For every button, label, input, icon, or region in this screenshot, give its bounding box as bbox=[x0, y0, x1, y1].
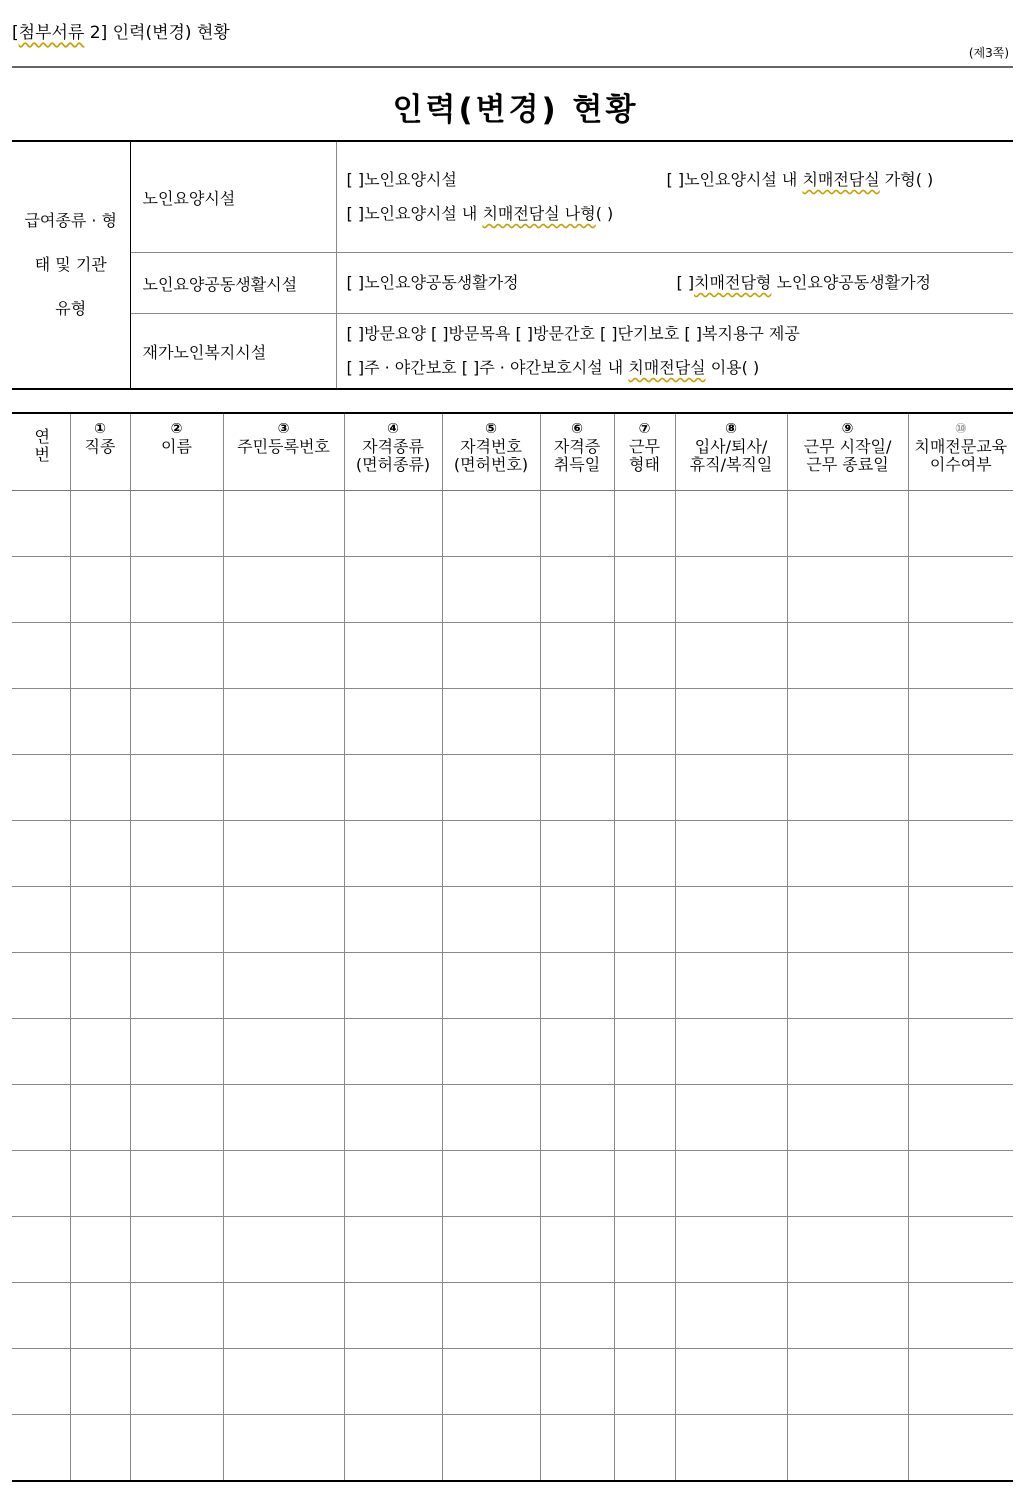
checkbox-option[interactable]: [ ]노인요양시설 bbox=[346, 170, 457, 189]
col-header-dementia-edu: ⑩ 치매전문교육 이수여부 bbox=[908, 413, 1013, 491]
table-cell[interactable] bbox=[787, 689, 908, 755]
table-cell[interactable] bbox=[223, 953, 344, 1019]
table-cell[interactable] bbox=[614, 953, 675, 1019]
table-cell[interactable] bbox=[540, 623, 614, 689]
table-cell[interactable] bbox=[614, 755, 675, 821]
table-cell[interactable] bbox=[12, 1415, 70, 1482]
staff-table bbox=[12, 412, 1013, 1482]
table-row bbox=[12, 1085, 1013, 1151]
table-cell[interactable] bbox=[908, 557, 1013, 623]
facility-options-home-welfare bbox=[336, 314, 1013, 390]
table-cell[interactable] bbox=[130, 1019, 223, 1085]
checkbox-option[interactable]: [ ]치매전담형 노인요양공동생활가정 bbox=[676, 273, 932, 292]
table-row bbox=[12, 557, 1013, 623]
table-cell[interactable] bbox=[223, 1283, 344, 1349]
table-cell[interactable] bbox=[614, 689, 675, 755]
table-cell[interactable] bbox=[344, 1415, 442, 1482]
table-cell[interactable] bbox=[223, 887, 344, 953]
table-cell[interactable] bbox=[908, 1151, 1013, 1217]
table-cell[interactable] bbox=[70, 755, 130, 821]
table-cell[interactable] bbox=[223, 689, 344, 755]
table-cell[interactable] bbox=[540, 491, 614, 557]
table-cell[interactable] bbox=[540, 821, 614, 887]
checkbox-option[interactable]: [ ]노인요양시설 내 치매전담실 나형( ) bbox=[346, 204, 614, 223]
page-title: 인력(변경) 현황 bbox=[392, 92, 639, 128]
table-cell[interactable] bbox=[70, 491, 130, 557]
table-cell[interactable] bbox=[787, 755, 908, 821]
table-cell[interactable] bbox=[787, 557, 908, 623]
table-cell[interactable] bbox=[675, 1217, 787, 1283]
table-cell[interactable] bbox=[442, 953, 540, 1019]
col-header-qual-no: ⑤ 자격번호 (면허번호) bbox=[442, 413, 540, 491]
table-cell[interactable] bbox=[787, 1217, 908, 1283]
table-cell[interactable] bbox=[540, 887, 614, 953]
col-header-job: ① 직종 bbox=[70, 413, 130, 491]
table-cell[interactable] bbox=[614, 1415, 675, 1482]
table-cell[interactable] bbox=[12, 755, 70, 821]
table-cell[interactable] bbox=[908, 755, 1013, 821]
table-cell[interactable] bbox=[70, 821, 130, 887]
table-cell[interactable] bbox=[223, 1019, 344, 1085]
table-cell[interactable] bbox=[614, 1349, 675, 1415]
table-cell[interactable] bbox=[675, 1019, 787, 1085]
table-row bbox=[12, 821, 1013, 887]
table-cell[interactable] bbox=[787, 1085, 908, 1151]
table-cell[interactable] bbox=[130, 1283, 223, 1349]
table-cell[interactable] bbox=[344, 1019, 442, 1085]
table-cell[interactable] bbox=[344, 1283, 442, 1349]
table-cell[interactable] bbox=[908, 1349, 1013, 1415]
table-cell[interactable] bbox=[344, 887, 442, 953]
table-cell[interactable] bbox=[442, 689, 540, 755]
table-cell[interactable] bbox=[12, 623, 70, 689]
table-cell[interactable] bbox=[787, 1019, 908, 1085]
table-cell[interactable] bbox=[344, 1085, 442, 1151]
table-cell[interactable] bbox=[12, 491, 70, 557]
table-cell[interactable] bbox=[344, 1217, 442, 1283]
table-cell[interactable] bbox=[223, 1085, 344, 1151]
table-cell[interactable] bbox=[540, 1019, 614, 1085]
table-cell[interactable] bbox=[344, 491, 442, 557]
table-cell[interactable] bbox=[442, 623, 540, 689]
col-header-join-leave: ⑧ 입사/퇴사/ 휴직/복직일 bbox=[675, 413, 787, 491]
table-cell[interactable] bbox=[540, 755, 614, 821]
table-cell[interactable] bbox=[70, 887, 130, 953]
table-cell[interactable] bbox=[787, 491, 908, 557]
table-cell[interactable] bbox=[442, 821, 540, 887]
table-cell[interactable] bbox=[442, 491, 540, 557]
attachment-label: [첨부서류 2] 인력(변경) 현황 bbox=[12, 23, 230, 43]
table-cell[interactable] bbox=[223, 557, 344, 623]
table-cell[interactable] bbox=[675, 887, 787, 953]
table-cell[interactable] bbox=[908, 1085, 1013, 1151]
table-cell[interactable] bbox=[12, 1349, 70, 1415]
table-cell[interactable] bbox=[787, 1283, 908, 1349]
table-cell[interactable] bbox=[344, 1349, 442, 1415]
table-cell[interactable] bbox=[908, 821, 1013, 887]
table-cell[interactable] bbox=[70, 1217, 130, 1283]
facility-options-nursing-home bbox=[336, 141, 1013, 253]
table-cell[interactable] bbox=[787, 887, 908, 953]
col-header-resident-no: ③ 주민등록번호 bbox=[223, 413, 344, 491]
table-cell[interactable] bbox=[344, 1151, 442, 1217]
facility-label-home-welfare: 재가노인복지시설 bbox=[130, 314, 336, 390]
table-cell[interactable] bbox=[223, 755, 344, 821]
table-cell[interactable] bbox=[614, 623, 675, 689]
table-cell[interactable] bbox=[787, 1151, 908, 1217]
page-number: (제3쪽) bbox=[968, 46, 1009, 60]
table-cell[interactable] bbox=[540, 953, 614, 1019]
table-cell[interactable] bbox=[908, 689, 1013, 755]
checkbox-option[interactable]: [ ]노인요양공동생활가정 bbox=[346, 273, 519, 292]
table-cell[interactable] bbox=[70, 1283, 130, 1349]
table-cell[interactable] bbox=[614, 1019, 675, 1085]
checkbox-option[interactable]: [ ]방문요양 [ ]방문목욕 [ ]방문간호 [ ]단기보호 [ ]복지용구 제공 bbox=[346, 324, 800, 343]
table-cell[interactable] bbox=[130, 953, 223, 1019]
table-row bbox=[12, 491, 1013, 557]
facility-options-group-home bbox=[336, 253, 1013, 314]
table-cell[interactable] bbox=[442, 1217, 540, 1283]
table-cell[interactable] bbox=[130, 755, 223, 821]
table-cell[interactable] bbox=[70, 1415, 130, 1482]
table-cell[interactable] bbox=[223, 1415, 344, 1482]
attachment-underlined: 첨부서류 bbox=[18, 23, 85, 43]
table-cell[interactable] bbox=[787, 623, 908, 689]
table-cell[interactable] bbox=[614, 821, 675, 887]
col-header-work-period: ⑨ 근무 시작일/ 근무 종료일 bbox=[787, 413, 908, 491]
staff-table-header bbox=[12, 413, 1013, 491]
table-cell[interactable] bbox=[344, 557, 442, 623]
table-cell[interactable] bbox=[130, 557, 223, 623]
table-cell[interactable] bbox=[130, 689, 223, 755]
top-rule bbox=[12, 66, 1013, 68]
table-cell[interactable] bbox=[130, 491, 223, 557]
table-cell[interactable] bbox=[12, 1217, 70, 1283]
table-cell[interactable] bbox=[70, 557, 130, 623]
table-cell[interactable] bbox=[344, 689, 442, 755]
table-cell[interactable] bbox=[442, 557, 540, 623]
table-cell[interactable] bbox=[675, 689, 787, 755]
table-cell[interactable] bbox=[12, 953, 70, 1019]
table-cell[interactable] bbox=[908, 887, 1013, 953]
table-cell[interactable] bbox=[70, 1151, 130, 1217]
table-cell[interactable] bbox=[12, 821, 70, 887]
table-cell[interactable] bbox=[130, 1349, 223, 1415]
table-cell[interactable] bbox=[344, 755, 442, 821]
table-cell[interactable] bbox=[540, 1151, 614, 1217]
table-row bbox=[12, 623, 1013, 689]
table-cell[interactable] bbox=[442, 1349, 540, 1415]
table-cell[interactable] bbox=[675, 557, 787, 623]
table-cell[interactable] bbox=[675, 1085, 787, 1151]
table-cell[interactable] bbox=[223, 821, 344, 887]
table-cell[interactable] bbox=[12, 557, 70, 623]
table-cell[interactable] bbox=[12, 689, 70, 755]
table-cell[interactable] bbox=[908, 953, 1013, 1019]
table-row bbox=[12, 1415, 1013, 1482]
table-cell[interactable] bbox=[130, 887, 223, 953]
table-cell[interactable] bbox=[614, 1283, 675, 1349]
table-cell[interactable] bbox=[908, 491, 1013, 557]
table-row bbox=[12, 1019, 1013, 1085]
table-cell[interactable] bbox=[614, 887, 675, 953]
table-cell[interactable] bbox=[344, 821, 442, 887]
table-cell[interactable] bbox=[540, 1283, 614, 1349]
table-cell[interactable] bbox=[540, 1217, 614, 1283]
table-cell[interactable] bbox=[344, 953, 442, 1019]
table-cell[interactable] bbox=[442, 755, 540, 821]
table-cell[interactable] bbox=[787, 1415, 908, 1482]
table-cell[interactable] bbox=[130, 1151, 223, 1217]
table-cell[interactable] bbox=[908, 1217, 1013, 1283]
table-cell[interactable] bbox=[540, 1415, 614, 1482]
table-cell[interactable] bbox=[675, 623, 787, 689]
table-cell[interactable] bbox=[223, 491, 344, 557]
table-cell[interactable] bbox=[675, 755, 787, 821]
table-cell[interactable] bbox=[223, 1151, 344, 1217]
table-cell[interactable] bbox=[540, 1085, 614, 1151]
table-cell[interactable] bbox=[70, 953, 130, 1019]
table-cell[interactable] bbox=[908, 623, 1013, 689]
table-cell[interactable] bbox=[130, 821, 223, 887]
table-cell[interactable] bbox=[223, 1349, 344, 1415]
table-cell[interactable] bbox=[787, 821, 908, 887]
table-cell[interactable] bbox=[675, 1283, 787, 1349]
col-header-name: ② 이름 bbox=[130, 413, 223, 491]
table-cell[interactable] bbox=[614, 491, 675, 557]
table-cell[interactable] bbox=[675, 953, 787, 1019]
table-cell[interactable] bbox=[908, 1019, 1013, 1085]
table-cell[interactable] bbox=[70, 689, 130, 755]
table-cell[interactable] bbox=[130, 1415, 223, 1482]
table-cell[interactable] bbox=[540, 557, 614, 623]
table-cell[interactable] bbox=[614, 1151, 675, 1217]
table-row bbox=[12, 689, 1013, 755]
checkbox-option[interactable]: [ ]노인요양시설 내 치매전담실 가형( ) bbox=[666, 170, 934, 189]
table-row bbox=[12, 1151, 1013, 1217]
table-cell[interactable] bbox=[787, 953, 908, 1019]
col-header-seq: 연번 bbox=[12, 413, 70, 491]
table-cell[interactable] bbox=[130, 1217, 223, 1283]
table-cell[interactable] bbox=[614, 1217, 675, 1283]
table-cell[interactable] bbox=[442, 1283, 540, 1349]
table-cell[interactable] bbox=[130, 623, 223, 689]
table-cell[interactable] bbox=[675, 1415, 787, 1482]
table-cell[interactable] bbox=[614, 557, 675, 623]
table-row bbox=[12, 755, 1013, 821]
col-header-work-type: ⑦ 근무 형태 bbox=[614, 413, 675, 491]
table-row bbox=[12, 1349, 1013, 1415]
table-cell[interactable] bbox=[12, 887, 70, 953]
table-cell[interactable] bbox=[12, 1283, 70, 1349]
table-cell[interactable] bbox=[442, 1415, 540, 1482]
facility-label-nursing-home: 노인요양시설 bbox=[130, 141, 336, 253]
table-cell[interactable] bbox=[675, 1151, 787, 1217]
facility-type-table bbox=[12, 140, 1013, 390]
facility-label-group-home: 노인요양공동생활시설 bbox=[130, 253, 336, 314]
table-cell[interactable] bbox=[12, 1019, 70, 1085]
table-cell[interactable] bbox=[70, 1085, 130, 1151]
benefit-category-cell: 급여종류 · 형 태 및 기관 유형 bbox=[12, 141, 130, 389]
table-cell[interactable] bbox=[442, 1151, 540, 1217]
table-cell[interactable] bbox=[70, 1349, 130, 1415]
table-cell[interactable] bbox=[12, 1085, 70, 1151]
table-row bbox=[12, 953, 1013, 1019]
table-cell[interactable] bbox=[223, 1217, 344, 1283]
table-cell[interactable] bbox=[614, 1085, 675, 1151]
table-cell[interactable] bbox=[223, 623, 344, 689]
table-cell[interactable] bbox=[442, 1085, 540, 1151]
table-cell[interactable] bbox=[70, 623, 130, 689]
table-cell[interactable] bbox=[70, 1019, 130, 1085]
table-row bbox=[12, 1283, 1013, 1349]
col-header-qual-date: ⑥ 자격증 취득일 bbox=[540, 413, 614, 491]
table-cell[interactable] bbox=[540, 689, 614, 755]
col-header-qual-type: ④ 자격종류 (면허종류) bbox=[344, 413, 442, 491]
table-cell[interactable] bbox=[12, 1151, 70, 1217]
table-cell[interactable] bbox=[442, 887, 540, 953]
table-cell[interactable] bbox=[540, 1349, 614, 1415]
table-cell[interactable] bbox=[442, 1019, 540, 1085]
table-cell[interactable] bbox=[344, 623, 442, 689]
table-cell[interactable] bbox=[787, 1349, 908, 1415]
table-cell[interactable] bbox=[908, 1415, 1013, 1482]
checkbox-option[interactable]: [ ]주 · 야간보호 [ ]주 · 야간보호시설 내 치매전담실 이용( ) bbox=[346, 358, 760, 377]
table-cell[interactable] bbox=[675, 821, 787, 887]
table-cell[interactable] bbox=[675, 1349, 787, 1415]
table-cell[interactable] bbox=[130, 1085, 223, 1151]
table-row bbox=[12, 887, 1013, 953]
table-cell[interactable] bbox=[908, 1283, 1013, 1349]
table-row bbox=[12, 1217, 1013, 1283]
table-cell[interactable] bbox=[675, 491, 787, 557]
